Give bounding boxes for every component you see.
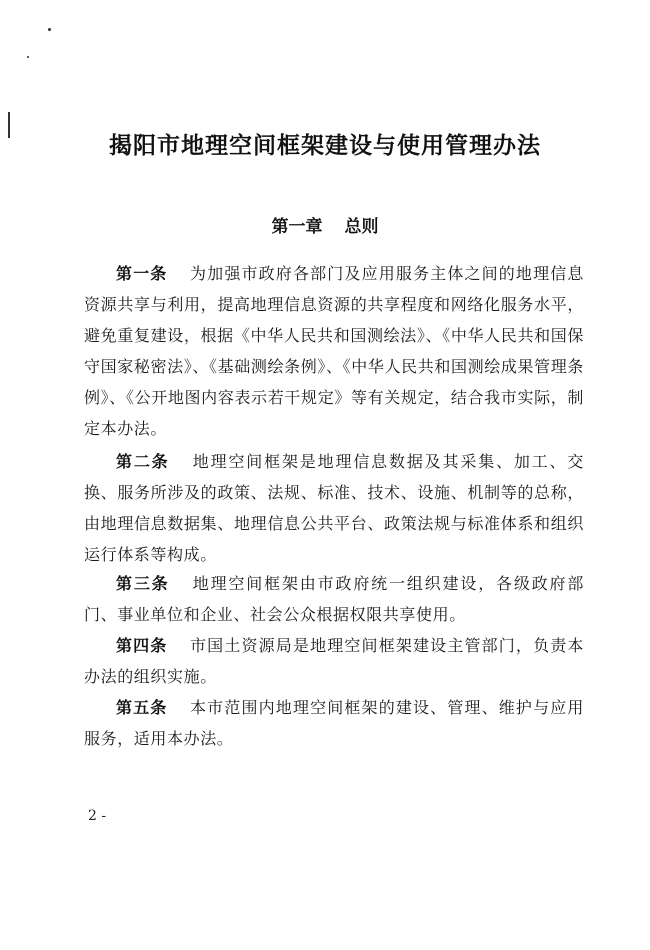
article-text: 地理空间框架由市政府统一组织建设，各级政府部门、事业单位和企业、社会公众根据权限共享使用。	[84, 574, 584, 624]
scan-speck	[48, 28, 51, 31]
chapter-heading	[0, 212, 650, 237]
article-1	[84, 258, 584, 444]
article-2	[84, 446, 584, 570]
article-text: 本市范围内地理空间框架的建设、管理、维护与应用服务，适用本办法。	[84, 698, 584, 748]
article-3	[84, 568, 584, 630]
article-number: 第二条	[116, 452, 170, 471]
article-5	[84, 692, 584, 754]
article-text: 地理空间框架是地理信息数据及其采集、加工、交换、服务所涉及的政策、法规、标准、技术、设施、机制等的总称，由地理信息数据集、地理信息公共平台、政策法规与标准体系和组织运行体系等构成。	[84, 452, 584, 564]
chapter-label: 第一章	[271, 217, 323, 237]
page-number: 2 -	[88, 808, 107, 824]
article-number: 第三条	[116, 574, 170, 593]
article-text: 为加强市政府各部门及应用服务主体之间的地理信息资源共享与利用，提高地理信息资源的共享程度和网络化服务水平，避免重复建设，根据《中华人民共和国测绘法》、《中华人民共和国保守国家秘密法》、《基础测绘条例》、《中华人民共和国测绘成果管理条例》、《公开地图内容表示若干规定》等有关规定，结合我市实际，制定本办法。	[84, 264, 584, 438]
chapter-name: 总则	[344, 217, 379, 237]
document-title: 揭阳市地理空间框架建设与使用管理办法	[109, 132, 541, 160]
article-4	[84, 630, 584, 692]
article-number: 第一条	[116, 264, 168, 283]
article-number: 第四条	[116, 636, 168, 655]
article-number: 第五条	[116, 698, 168, 717]
scan-speck	[27, 56, 29, 58]
article-text: 市国土资源局是地理空间框架建设主管部门，负责本办法的组织实施。	[84, 636, 584, 686]
